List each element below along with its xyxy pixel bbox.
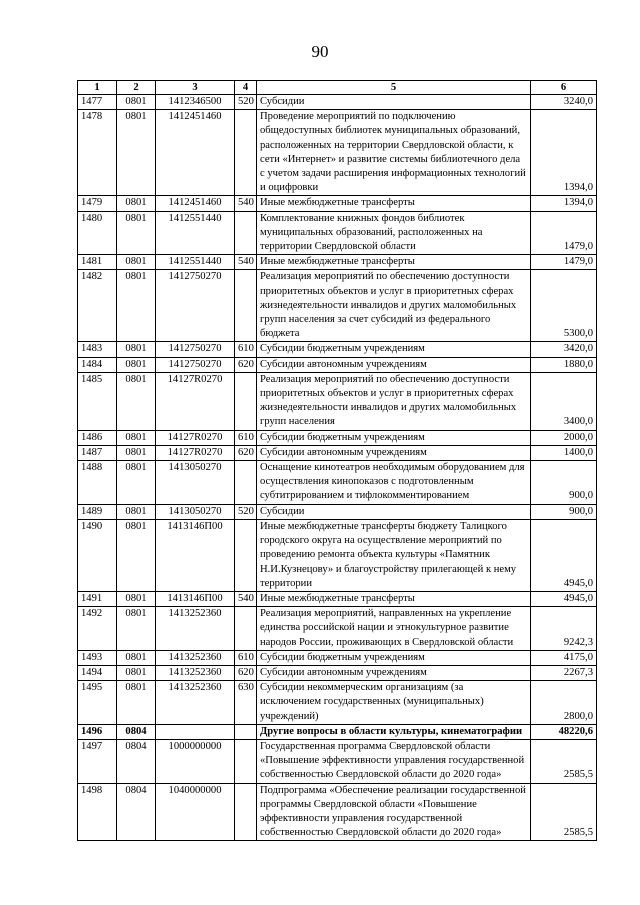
table-row	[78, 255, 597, 270]
item-name: Комплектование книжных фондов библиотек муниципальных образований, расположенных на территории Свердловской области	[257, 211, 531, 255]
amount: 3240,0	[531, 95, 597, 110]
section-code: 0801	[117, 607, 156, 651]
table-row	[78, 110, 597, 196]
item-name: Подпрограмма «Обеспечение реализации государственной программы Свердловской области «Повышение эффективности управления государственной собственностью Свердловской области до 2020 года»	[257, 783, 531, 841]
target-article-code: 1412346500	[156, 95, 235, 110]
item-name: Государственная программа Свердловской области «Повышение эффективности управления государственной собственностью Свердловской области до 2020 года»	[257, 739, 531, 783]
section-code: 0801	[117, 95, 156, 110]
expense-type-code: 540	[235, 591, 257, 606]
target-article-code: 1412451460	[156, 110, 235, 196]
item-name: Реализация мероприятий по обеспечению доступности приоритетных объектов и услуг в приоритетных сферах жизнедеятельности инвалидов и других маломобильных групп населения	[257, 372, 531, 430]
item-name: Оснащение кинотеатров необходимым оборудованием для осуществления кинопоказов с подготовленным субтитрированием и тифлокомментированием	[257, 461, 531, 505]
table-body	[78, 95, 597, 841]
expense-type-code	[235, 461, 257, 505]
header-cell-6: 6	[531, 81, 597, 95]
section-code: 0801	[117, 270, 156, 342]
target-article-code: 1413050270	[156, 461, 235, 505]
page-number: 90	[311, 42, 329, 61]
item-name: Реализация мероприятий по обеспечению доступности приоритетных объектов и услуг в приоритетных сферах жизнедеятельности инвалидов и других маломобильных групп населения за счет субсидий из федерального бюджета	[257, 270, 531, 342]
amount: 1394,0	[531, 196, 597, 211]
section-code: 0801	[117, 650, 156, 665]
table-row	[78, 461, 597, 505]
item-name: Иные межбюджетные трансферты	[257, 591, 531, 606]
row-number: 1495	[78, 681, 117, 725]
row-number: 1496	[78, 724, 117, 739]
item-name: Субсидии некоммерческим организациям (за исключением государственных (муниципальных) учреждений)	[257, 681, 531, 725]
table-row	[78, 665, 597, 680]
section-code: 0804	[117, 724, 156, 739]
target-article-code: 1412451460	[156, 196, 235, 211]
table-row	[78, 430, 597, 445]
section-code: 0801	[117, 196, 156, 211]
item-name: Субсидии	[257, 504, 531, 519]
row-number: 1497	[78, 739, 117, 783]
expense-type-code: 540	[235, 255, 257, 270]
target-article-code: 14127R0270	[156, 445, 235, 460]
table-row	[78, 607, 597, 651]
table-row	[78, 211, 597, 255]
expense-type-code: 520	[235, 95, 257, 110]
amount: 1400,0	[531, 445, 597, 460]
expense-type-code: 610	[235, 650, 257, 665]
row-number: 1485	[78, 372, 117, 430]
row-number: 1498	[78, 783, 117, 841]
table-row	[78, 270, 597, 342]
expense-type-code	[235, 110, 257, 196]
item-name: Иные межбюджетные трансферты бюджету Талицкого городского округа на осуществление мероприятий по проведению ремонта объекта культуры «Памятник Н.И.Кузнецову» и благоустройству прилегающей к нему территории	[257, 519, 531, 591]
row-number: 1481	[78, 255, 117, 270]
amount: 2800,0	[531, 681, 597, 725]
table-row	[78, 519, 597, 591]
row-number: 1479	[78, 196, 117, 211]
expense-type-code: 620	[235, 665, 257, 680]
item-name: Субсидии бюджетным учреждениям	[257, 430, 531, 445]
amount: 2585,5	[531, 739, 597, 783]
header-cell-1: 1	[78, 81, 117, 95]
row-number: 1478	[78, 110, 117, 196]
target-article-code: 1412551440	[156, 211, 235, 255]
header-cell-5: 5	[257, 81, 531, 95]
expense-type-code: 620	[235, 357, 257, 372]
table-row	[78, 724, 597, 739]
expense-type-code: 540	[235, 196, 257, 211]
amount: 2000,0	[531, 430, 597, 445]
target-article-code: 14127R0270	[156, 430, 235, 445]
amount: 9242,3	[531, 607, 597, 651]
table-row	[78, 445, 597, 460]
target-article-code	[156, 724, 235, 739]
item-name: Иные межбюджетные трансферты	[257, 255, 531, 270]
expense-type-code	[235, 372, 257, 430]
expense-type-code: 620	[235, 445, 257, 460]
item-name: Субсидии бюджетным учреждениям	[257, 342, 531, 357]
table-row	[78, 95, 597, 110]
header-cell-2: 2	[117, 81, 156, 95]
row-number: 1494	[78, 665, 117, 680]
item-name: Субсидии автономным учреждениям	[257, 445, 531, 460]
expense-type-code	[235, 270, 257, 342]
section-code: 0801	[117, 342, 156, 357]
row-number: 1482	[78, 270, 117, 342]
amount: 5300,0	[531, 270, 597, 342]
target-article-code: 1412750270	[156, 270, 235, 342]
row-number: 1483	[78, 342, 117, 357]
table-row	[78, 681, 597, 725]
row-number: 1490	[78, 519, 117, 591]
section-code: 0801	[117, 504, 156, 519]
amount: 4175,0	[531, 650, 597, 665]
section-code: 0801	[117, 665, 156, 680]
expense-type-code: 610	[235, 342, 257, 357]
section-code: 0801	[117, 255, 156, 270]
amount: 4945,0	[531, 591, 597, 606]
section-code: 0801	[117, 445, 156, 460]
expense-type-code	[235, 519, 257, 591]
target-article-code: 1413252360	[156, 650, 235, 665]
target-article-code: 1000000000	[156, 739, 235, 783]
expense-type-code: 610	[235, 430, 257, 445]
header-cell-3: 3	[156, 81, 235, 95]
amount: 1479,0	[531, 255, 597, 270]
row-number: 1492	[78, 607, 117, 651]
expense-type-code: 630	[235, 681, 257, 725]
row-number: 1489	[78, 504, 117, 519]
row-number: 1480	[78, 211, 117, 255]
header-cell-4: 4	[235, 81, 257, 95]
section-code: 0801	[117, 461, 156, 505]
item-name: Другие вопросы в области культуры, кинематографии	[257, 724, 531, 739]
section-code: 0804	[117, 739, 156, 783]
target-article-code: 1413252360	[156, 607, 235, 651]
section-code: 0801	[117, 357, 156, 372]
section-code: 0801	[117, 519, 156, 591]
item-name: Субсидии автономным учреждениям	[257, 357, 531, 372]
amount: 3400,0	[531, 372, 597, 430]
section-code: 0801	[117, 681, 156, 725]
expense-type-code: 520	[235, 504, 257, 519]
item-name: Реализация мероприятий, направленных на укрепление единства российской нации и этнокультурное развитие народов России, проживающих в Свердловской области	[257, 607, 531, 651]
amount: 3420,0	[531, 342, 597, 357]
item-name: Субсидии бюджетным учреждениям	[257, 650, 531, 665]
amount: 4945,0	[531, 519, 597, 591]
target-article-code: 1413252360	[156, 665, 235, 680]
target-article-code: 1413146П00	[156, 591, 235, 606]
header-row	[78, 81, 597, 95]
section-code: 0801	[117, 430, 156, 445]
expense-type-code	[235, 724, 257, 739]
target-article-code: 1413146П00	[156, 519, 235, 591]
target-article-code: 1413252360	[156, 681, 235, 725]
table-row	[78, 372, 597, 430]
table-row	[78, 196, 597, 211]
target-article-code: 14127R0270	[156, 372, 235, 430]
row-number: 1491	[78, 591, 117, 606]
section-code: 0801	[117, 591, 156, 606]
amount: 48220,6	[531, 724, 597, 739]
row-number: 1493	[78, 650, 117, 665]
target-article-code: 1412750270	[156, 342, 235, 357]
table-row	[78, 357, 597, 372]
target-article-code: 1412551440	[156, 255, 235, 270]
section-code: 0801	[117, 110, 156, 196]
item-name: Субсидии автономным учреждениям	[257, 665, 531, 680]
table-row	[78, 783, 597, 841]
expense-type-code	[235, 783, 257, 841]
table-row	[78, 342, 597, 357]
table-row	[78, 504, 597, 519]
budget-table	[77, 80, 597, 841]
row-number: 1484	[78, 357, 117, 372]
item-name: Иные межбюджетные трансферты	[257, 196, 531, 211]
amount: 1479,0	[531, 211, 597, 255]
section-code: 0801	[117, 211, 156, 255]
row-number: 1487	[78, 445, 117, 460]
section-code: 0804	[117, 783, 156, 841]
item-name: Субсидии	[257, 95, 531, 110]
amount: 2585,5	[531, 783, 597, 841]
amount: 1394,0	[531, 110, 597, 196]
amount: 2267,3	[531, 665, 597, 680]
amount: 1880,0	[531, 357, 597, 372]
amount: 900,0	[531, 461, 597, 505]
row-number: 1488	[78, 461, 117, 505]
table-row	[78, 650, 597, 665]
target-article-code: 1413050270	[156, 504, 235, 519]
expense-type-code	[235, 211, 257, 255]
row-number: 1486	[78, 430, 117, 445]
expense-type-code	[235, 739, 257, 783]
target-article-code: 1040000000	[156, 783, 235, 841]
table-row	[78, 739, 597, 783]
row-number: 1477	[78, 95, 117, 110]
target-article-code: 1412750270	[156, 357, 235, 372]
item-name: Проведение мероприятий по подключению общедоступных библиотек муниципальных образований, расположенных на территории Свердловской области, к сети «Интернет» и развитие системы библиотечного дела с учетом задачи расширения информационных технологий и оцифровки	[257, 110, 531, 196]
amount: 900,0	[531, 504, 597, 519]
section-code: 0801	[117, 372, 156, 430]
expense-type-code	[235, 607, 257, 651]
table-row	[78, 591, 597, 606]
